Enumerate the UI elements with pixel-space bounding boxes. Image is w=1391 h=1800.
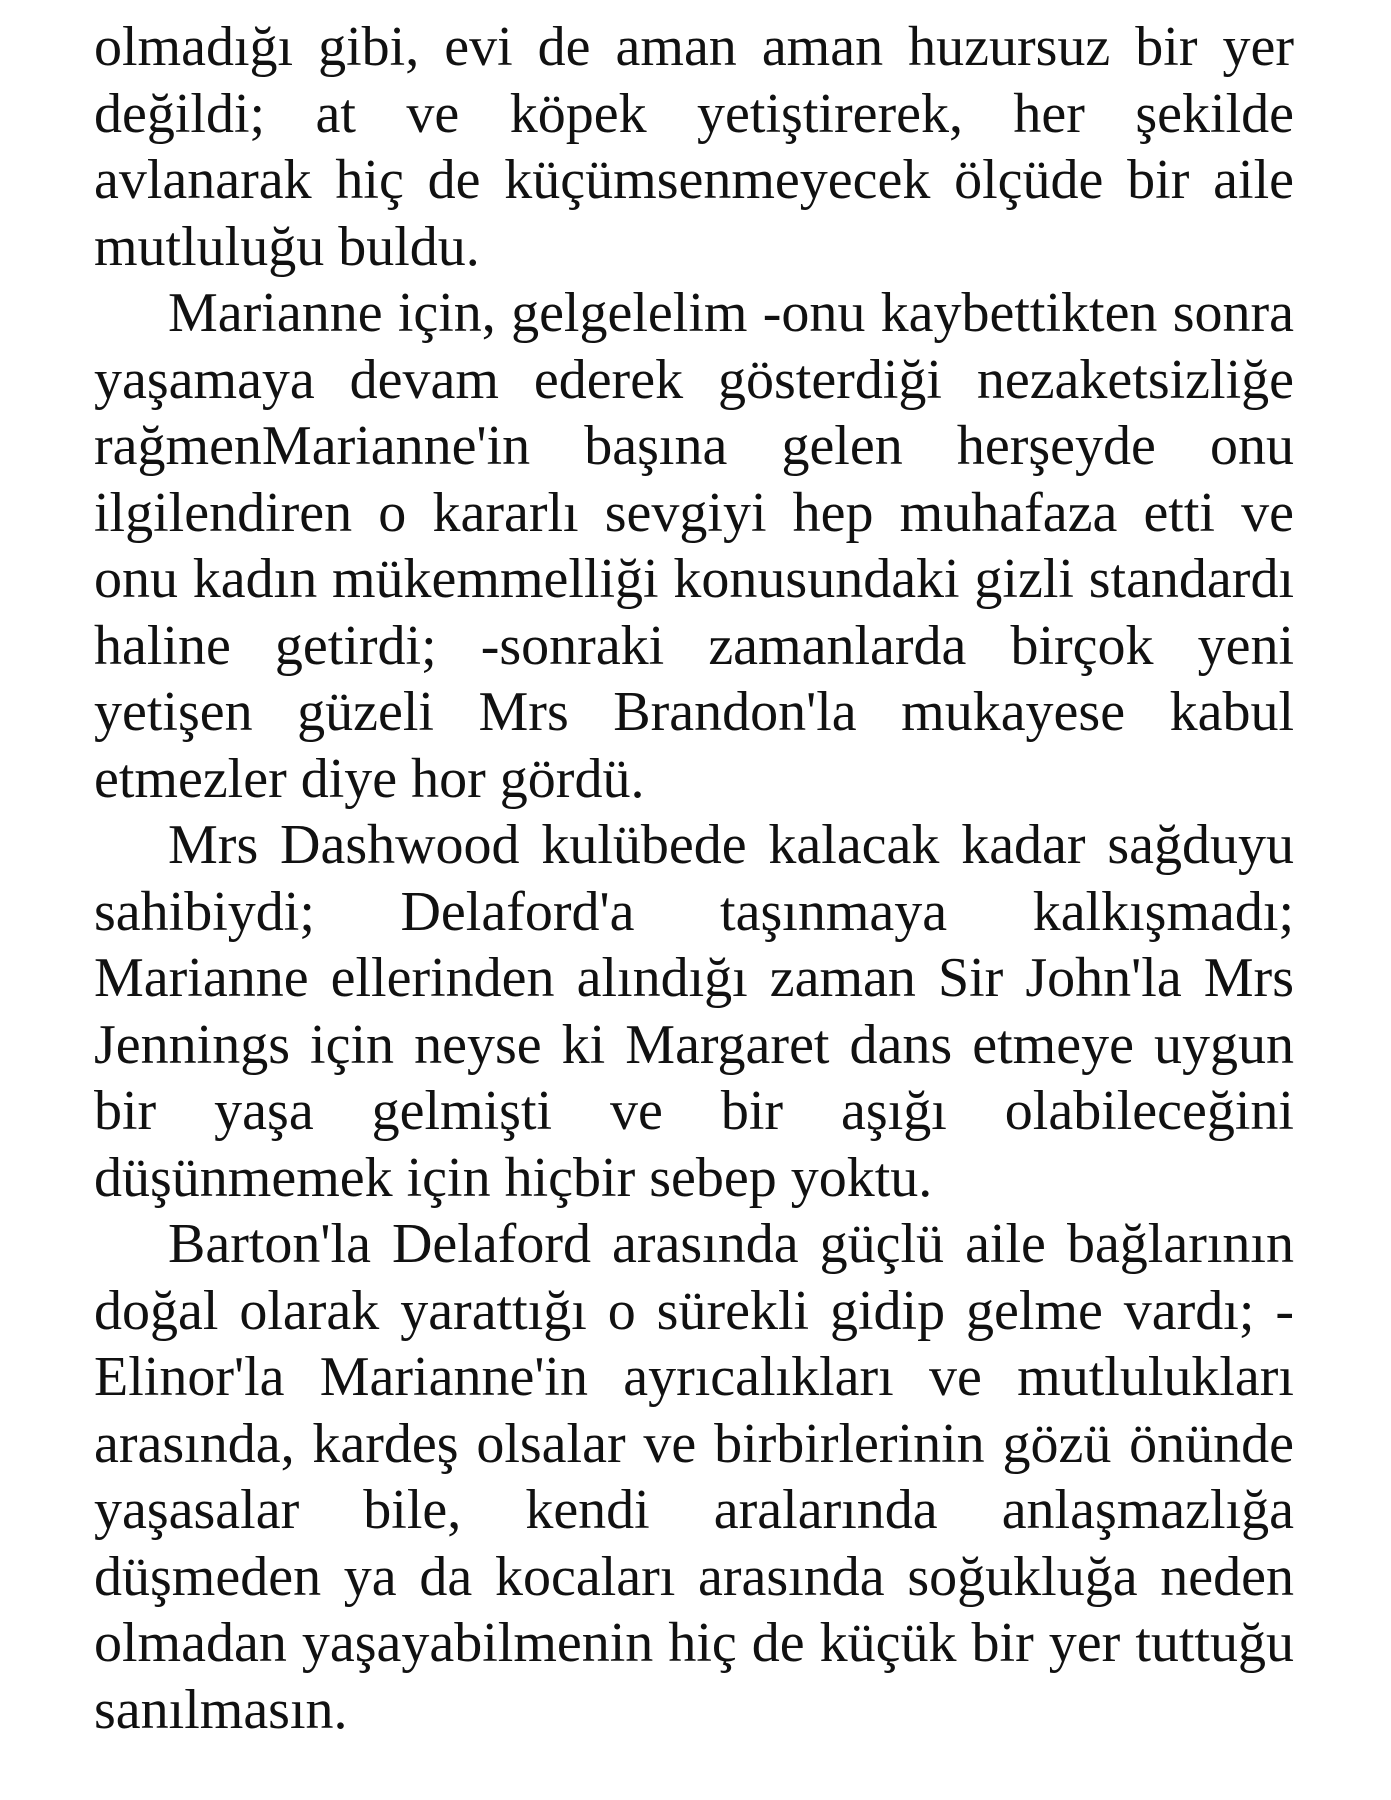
paragraph-marianne: Marianne için, gelgelelim -onu kaybettikten sonra yaşamaya devam ederek gösterdiği nezaketsizliğe rağmenMarianne'in başına gelen herşeyde onu ilgilendiren o kararlı sevgiyi hep muhafaza etti ve onu kadın mükemmelliği konusundaki gizli standardı haline getirdi; -sonraki zamanlarda birçok yeni yetişen güzeli Mrs Brandon'la mukayese kabul etmezler diye hor gördü. [94,282,1294,810]
paragraph-barton-delaford: Barton'la Delaford arasında güçlü aile bağlarının doğal olarak yarattığı o sürekli gidip gelme vardı; -Elinor'la Marianne'in ayrıcalıkları ve mutlulukları arasında, kardeş olsalar ve birbirlerinin gözü önünde yaşasalar bile, kendi aralarında anlaşmazlığa düşmeden ya da kocaları arasında soğukluğa neden olmadan yaşayabilmenin hiç de küçük bir yer tuttuğu sanılmasın. [94,1213,1294,1741]
paragraph-mrs-dashwood: Mrs Dashwood kulübede kalacak kadar sağduyu sahibiydi; Delaford'a taşınmaya kalkışmadı; Marianne ellerinden alındığı zaman Sir John'la Mrs Jennings için neyse ki Margaret dans etmeye uygun bir yaşa gelmişti ve bir aşığı olabileceğini düşünmemek için hiçbir sebep yoktu. [94,814,1294,1209]
paragraph-continued: olmadığı gibi, evi de aman aman huzursuz bir yer değildi; at ve köpek yetiştirerek, her şekilde avlanarak hiç de küçümsenmeyecek ölçüde bir aile mutluluğu buldu. [94,16,1294,278]
book-page [94,14,1294,1743]
